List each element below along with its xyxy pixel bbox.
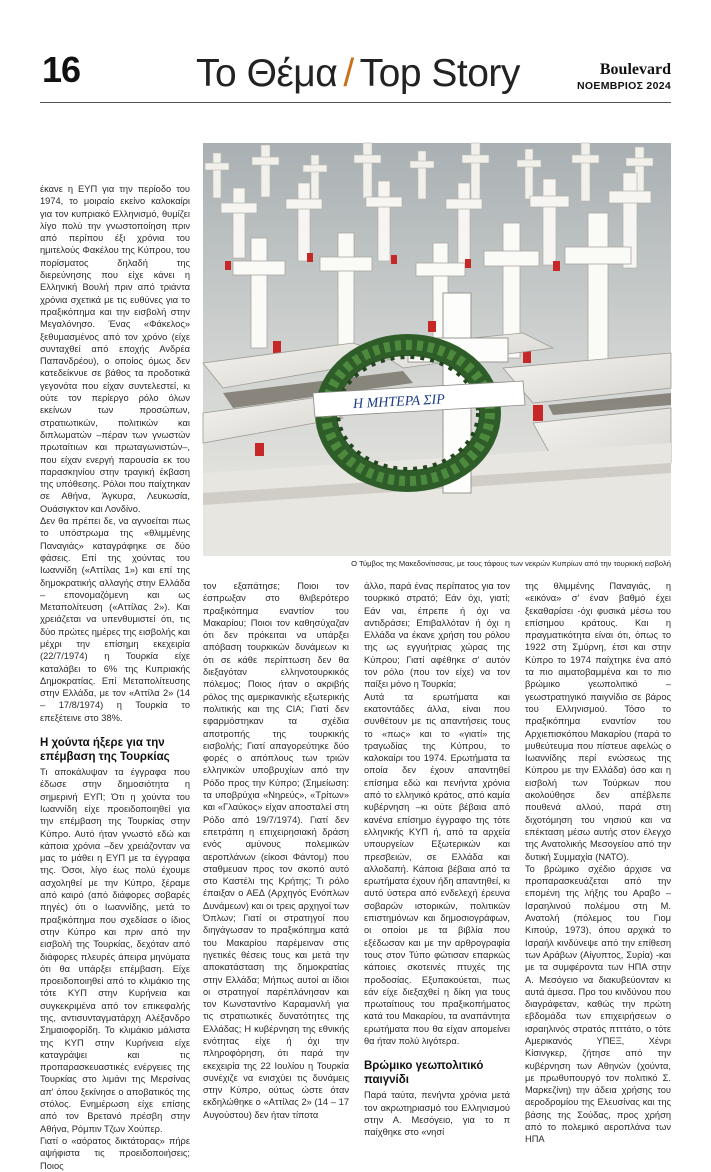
article-column-3 xyxy=(364,580,510,1138)
magazine-brand: Boulevard xyxy=(599,61,671,78)
header-rule xyxy=(40,102,671,103)
subheading: Βρώμικο γεωπολιτικό παιγνίδι xyxy=(364,1060,484,1087)
section-title xyxy=(196,52,520,96)
paragraph: Γιατί ο «αόρατος δικτάτορας» πήρε αψήφιστα τις προειδοποιήσεις; Ποιος xyxy=(40,1135,190,1171)
issue-date: ΝΟΕΜΒΡΙΟΣ 2024 xyxy=(577,80,671,92)
paragraph: της θλιμμένης Παναγιάς, η «εικόνα» σ' έναν βαθμό έχει ξεκαθαρίσει -όχι φυσικά μέσω του επίσημου κράτους. Και η πραγματικότητα είναι ότι, όπως το 1922 στη Σμύρνη, έτσι και στην Κύπρο το 1974 παίχτηκε ένα από τα πιο αιματοβαμμένα και το πιο βρώμικο γεωπολιτικό – γεωστρατηγικό παιγνίδιο σε βάρος του Ελληνισμού. Τόσο το πραξικόπημα εναντίον του Αρχιεπισκόπου Μακαρίου (παρά το μυθεύτευμα που πίστευε αφελώς ο Ιωαννίδης περί ενώσεως της Κύπρου με την Ελλάδα) όσο και η εισβολή των Τούρκων που ακολούθησε δεν απέβλεπε πουθενά αλλού, παρά στη διχοτόμηση του νησιού και να επέκταση μέσω αυτής στον έλεγχο της Ανατολικής Μεσογείου από την δυτική Συμμαχία (ΝΑΤΟ). xyxy=(525,581,671,862)
paragraph: τον εξαπάτησε; Ποιοι τον έσπρωξαν στο θλιβερότερο πραξικόπημα εναντίον του Μακαρίου; Ποιοι τον καθησύχαζαν ότι δεν πρόκειται να υπάρξει απόβαση τουρκικών δυνάμεων κι ότι σε κάθε περίπτωση δεν θα διεξαγόταν ελληνοτουρκικός πόλεμος; Ποιος ήταν ο ακριβής ρόλος της αμερικανικής εξωτερικής πολιτικής και της CIA; Γιατί δεν εφαρμόστηκαν τα σχέδια αποτροπής της τουρκικής εισβολής; Γιατί απαγορεύτηκε δύο φορές ο απόπλους των τριών ελληνικών υποβρυχίων από την Ρόδο προς την Κύπρο; (Σημείωση: τα υποβρύχια «Νηρεύς», «Τρίτων» και «Γλαύκος» είχαν αποσταλεί στη Ρόδο από 19/7/1974). Γιατί δεν επετράπη η επιχειρησιακή δράση ενός αμύνους πολεμικών αεροπλάνων (είκοσι Φάντομ) που σταθμευαν προς τον σκοπό αυτό στο Καστέλι της Κρήτης; Τι ρόλο έπαιξαν ο ΑΕΔ (Αρχηγός Ενόπλων Δυνάμεων) και οι τρεις αρχηγοί των Όπλων; Γιατί οι στρατηγοί που διηγάγωσαν το πραξικόπημα κατά του Μακαρίου παρέμειναν στις ηγετικές θέσεις τους και μετά την αποκατάσταση της δημοκρατίας στην Ελλάδα; Μήπως αυτοί αι ίδιοι οι στρατηγοί παρέπλάνησαν και τον Κωνσταντίνο Καραμανλή για τις στρατιωτικές δυνατότητες της Ελλάδας; Η κυβέρνηση της εθνικής ενότητας είχε ή όχι την πληροφόρηση, ότι παρά την εκεχειρία της 22 Ιουλίου η Τουρκία συνέχιζε να ενισχύει τις δυνάμεις στην Κύπρο, ούτως ώστε όταν εκδηλώθηκε ο «Αττίλας 2» (14 – 17 Αυγούστου) δεν ήταν τίποτα xyxy=(203,581,349,1120)
paragraph: Παρά ταύτα, πενήντα χρόνια μετά τον ακρωτηριασμό του Ελληνισμού στην Α. Μεσόγειο, για το π παίχθηκε στο «νησί xyxy=(364,1090,510,1138)
page-header xyxy=(0,0,711,102)
page-number: 16 xyxy=(42,49,81,90)
section-title-separator: / xyxy=(343,52,354,95)
photo-caption: Ο Τύμβος της Μακεδονίτισσας, με τους τάφους των νεκρών Κυπρίων από την τουρκική εισβολή xyxy=(351,559,671,568)
paragraph: Αυτά τα ερωτήματα και εκατοντάδες άλλα, είναι που συνθέτουν με τις απαντήσεις τους το «πως» και το «γιατί» της τραγωδίας της Κύπρου, το καλοκαίρι του 1974. Ερωτήματα τα οποία δεν έχουν απαντηθεί επίσημα εδώ και πενήντα χρόνια από το ελληνικό κράτος, από καμία κυβέρνηση –κι ούτε βέβαια από κανένα επίσημο έγγραφο της τότε ελληνικής ΚΥΠ ή, από τα αρχεία υπουργείων Εξωτερικών και πρεσβειών, σε Ελλάδα και αλλοδαπή. Κάποια βέβαια από τα ερωτήματα έχουν ήδη απαντηθεί, κι αυτό ύστερα από ενδελεχή έρευνα σοβαρών ιστορικών, πολιτικών επιστημόνων και δημοσιογράφων, οι οποίοι με τα βιβλία που εξέδωσαν και με την αρθρογραφία τους στον Τύπο φώτισαν επαρκώς κάποιες σκοτεινές πτυχές της προδοσίας. Εξυπακούεται, πως εάν είχε διεξαχθεί η δίκη για τους πρωταίτιους του πραξικοπήματος κατά του Μακαρίου, τα αναπάντητα ερωτήματα που θα είχαν απομείνει θα ήταν πολύ λιγότερα. xyxy=(364,691,510,1046)
article-column-4 xyxy=(525,580,671,1145)
wreath-ribbon-text: Η ΜΗΤΕΡΑ ΣΙΡ xyxy=(352,392,446,413)
article-column-1 xyxy=(40,183,190,1171)
paragraph: άλλο, παρά ένας περίπατος για τον τουρκικό στρατό; Εάν όχι, γιατί; Εάν ναι, έπρεπε ή όχι να αντιδράσει; Επιβαλλόταν ή όχι η Ελλάδα να έκανε χρήση του ρόλου της ως εγγυήτριας χώρας της Κύπρου; Γιατί αφέθηκε σ' αυτόν τον ρόλο (που τον είχε) να τον παίξει μόνο η Τουρκία; xyxy=(364,581,510,690)
paragraph: Τι αποκάλυψαν τα έγγραφα που έδωσε στην δημοσιότητα η σημερινή ΕΥΠ; Ότι η χούντα του Ιωαννίδη είχε προειδοποιηθεί για την επέμβαση της Τουρκίας στην Κύπρο. Αυτό ήταν γνωστό εδώ και κάποια χρόνια –δεν χρειάζονταν να μας το μάθει η ΕΥΠ με τα έγγραφα της. Όσοι, λίγο έως πολύ έχουμε ασχοληθεί με την Κύπρο, ξέραμε από καιρό (από διάφορες σοβαρές πηγές) ότι ο Ιωαννίδης, μετά το πραξικόπημα που σχεδίασε ο ίδιος στην Κύπρο και πριν από την εισβολή της Τουρκίας, δεχόταν από διάφορες πλευρές άπειρα μηνύματα ότι θα υπάρξει επέμβαση. Είχε προειδοποιηθεί από το κλιμάκιο της τότε ΚΥΠ στην Κυρήνεια και συγκεκριμένα από τον επικεφαλής της, αντισυνταγματάρχη Αλέξανδρο Σημαιοφορίδη. Το κλιμάκιο μάλιστα της ΚΥΠ στην Κυρήνεια είχε καταγράψει και τις προπαρασκευαστικές ενέργειες της Τουρκίας στο λιμάνι της Μερσίνας απ' όπου ξεκίνησε ο αποβατικός της στόλος. Ενημέρωση είχε επίσης από τον Βρετανό πρέσβη στην Αθήνα, Ρόμπιν Τζων Χούπερ. xyxy=(40,767,190,1134)
paragraph: Το βρώμικο σχέδιο άρχισε να προπαρασκευάζεται από την επομένη της λήξης του Αραβο – Ισραηλινού πολέμου στη Μ. Ανατολή (πόλεμος του Γιομ Κιπούρ, 1973), όπου αρχικά το Ισραήλ κινδύνεψε από την επίθεση των Αράβων (Αίγυπτος, Συρία) -και με τα συμφέροντα των ΗΠΑ στην Α. Μεσόγειο να διακυβεύονταν κι αυτά άμεσα. Προ του κινδύνου που διαγράφεταν, καθώς την πρώτη εβδομάδα των επιχειρήσεων ο ισραηλινός στρατός πτττάτο, ο τότε Αμερικανός ΥΠΕΞ, Χένρι Κίσινγκερ, ζήτησε από την κυβέρνηση των Αθηνών (χούντα, με πρωθυπουργό τον πολιτικό Σ. Μαρκεζίνη) την άδεια χρήσης του αεροδρομίου της Ελευσίνας και της βάσης της Σούδας, προς χρήση από το πολεμικό αεροπλάνα των ΗΠΑ xyxy=(525,863,671,1145)
section-title-left: Το Θέμα xyxy=(196,52,338,95)
subheading: Η χούντα ήξερε για την επέμβαση της Τουρκίας xyxy=(40,737,170,764)
section-title-right: Top Story xyxy=(359,52,520,95)
article-column-2 xyxy=(203,580,349,1120)
cemetery-photo xyxy=(203,143,671,556)
paragraph: Δεν θα πρέπει δε, να αγνοείται πως το υπόστρωμα της «θλιμμένης Παναγιάς» καταγράφηκε σε δύο φάσεις. Επί της χούντας του Ιωαννίδη («Αττίλας 1») και επί της δημοκρατικής αλλαγής στην Ελλάδα – επονομαζόμενη και ως Μεταπολίτευση («Αττίλας 2»). Και χρειάζεται να υπενθυμιστεί ότι, τις δύο πρώτες ημέρες της εισβολής και μέχρι την επίσημη εκεχειρία (22/7/1974) η Τουρκία είχε καταλάβει το 6% της Κυπριακής Δημοκρατίας. Επί Μεταπολίτευσης στην Ελλάδα, με τον «Αττίλα 2» (14 – 17/8/1974) η Τουρκία το επεξέτεινε στο 38%. xyxy=(40,516,190,723)
paragraph: έκανε η ΕΥΠ για την περίοδο του 1974, το μοιραίο εκείνο καλοκαίρι για τον κυπριακό Ελληνισμό, θυμίζει λίγο πολύ την γνωστοποίηση πριν από περίπου έξι χρόνια του ημιτελούς Φακέλου της Κύπρου, του πορίσματος δηλαδή της διερεύνησης που είχε κάνει η Ελληνική Βουλή πριν από τριάντα χρόνια σχετικά με τις ευθύνες για το πραξικόπημα και την εισβολή στην Μεγαλόνησο. Ένας «Φάκελος» ξεθυμασμένος από τον χρόνο (είχε συνταχθεί από εποχής Ανδρέα Παπανδρέου), ο οποίος όμως δεν κατεδείκνυε σε βάθος τα προδοτικά γεγονότα που είχαν συντελεστεί, κι ούτε τον περίεργο ρόλο όλων εκείνων των προσώπων, στρατιωτικών, πολιτικών και διπλωματών –πέραν των γνωστών πρωταίτιων και πρωταγωνιστών–, που είχαν ενεργή παρουσία εκ του παρασκηνίου στην τραγική έκβαση της υπόθεσης. Ρόλοι που παίχτηκαν σε Αθήνα, Άγκυρα, Λευκωσία, Ουάσιγκτον και Λονδίνο. xyxy=(40,184,190,514)
